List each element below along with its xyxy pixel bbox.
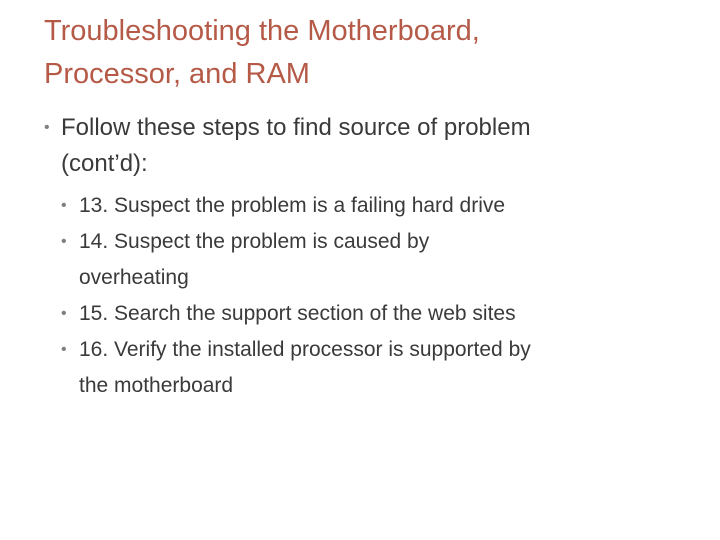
sub-bullet-line: the motherboard (79, 374, 234, 397)
slide-title (44, 10, 684, 96)
sub-bullet-text (79, 332, 689, 404)
sub-bullet-line: 16. Verify the installed processor is supported by (79, 338, 531, 361)
sub-bullet-15 (0, 296, 689, 332)
sub-bullet-line: 13. Suspect the problem is a failing hard drive (79, 194, 506, 217)
sub-bullet-14 (0, 224, 689, 296)
bullet-dot-icon: • (44, 119, 50, 136)
bullet-dot-icon: • (61, 197, 67, 214)
slide-title-line-2: Processor, and RAM (44, 58, 310, 90)
bullet-dot-icon: • (61, 233, 67, 250)
slide-title-line-1: Troubleshooting the Motherboard, (44, 15, 480, 47)
sub-bullet-line: 15. Search the support section of the web sites (79, 302, 516, 325)
sub-bullet-text (79, 188, 689, 224)
main-bullet (0, 110, 720, 182)
sub-bullet-line: overheating (79, 266, 189, 289)
bullet-dot-icon: • (61, 341, 67, 358)
slide-content (0, 110, 720, 404)
bullet-dot-icon: • (61, 305, 67, 322)
main-bullet-line-2: (cont’d): (61, 150, 148, 177)
sub-bullet-text (79, 296, 689, 332)
sub-bullet-text (79, 224, 689, 296)
main-bullet-text (61, 114, 531, 177)
sub-bullet-13 (0, 188, 689, 224)
sub-bullet-16 (0, 332, 689, 404)
main-bullet-line-1: Follow these steps to find source of problem (61, 114, 531, 141)
sub-bullet-line: 14. Suspect the problem is caused by (79, 230, 430, 253)
